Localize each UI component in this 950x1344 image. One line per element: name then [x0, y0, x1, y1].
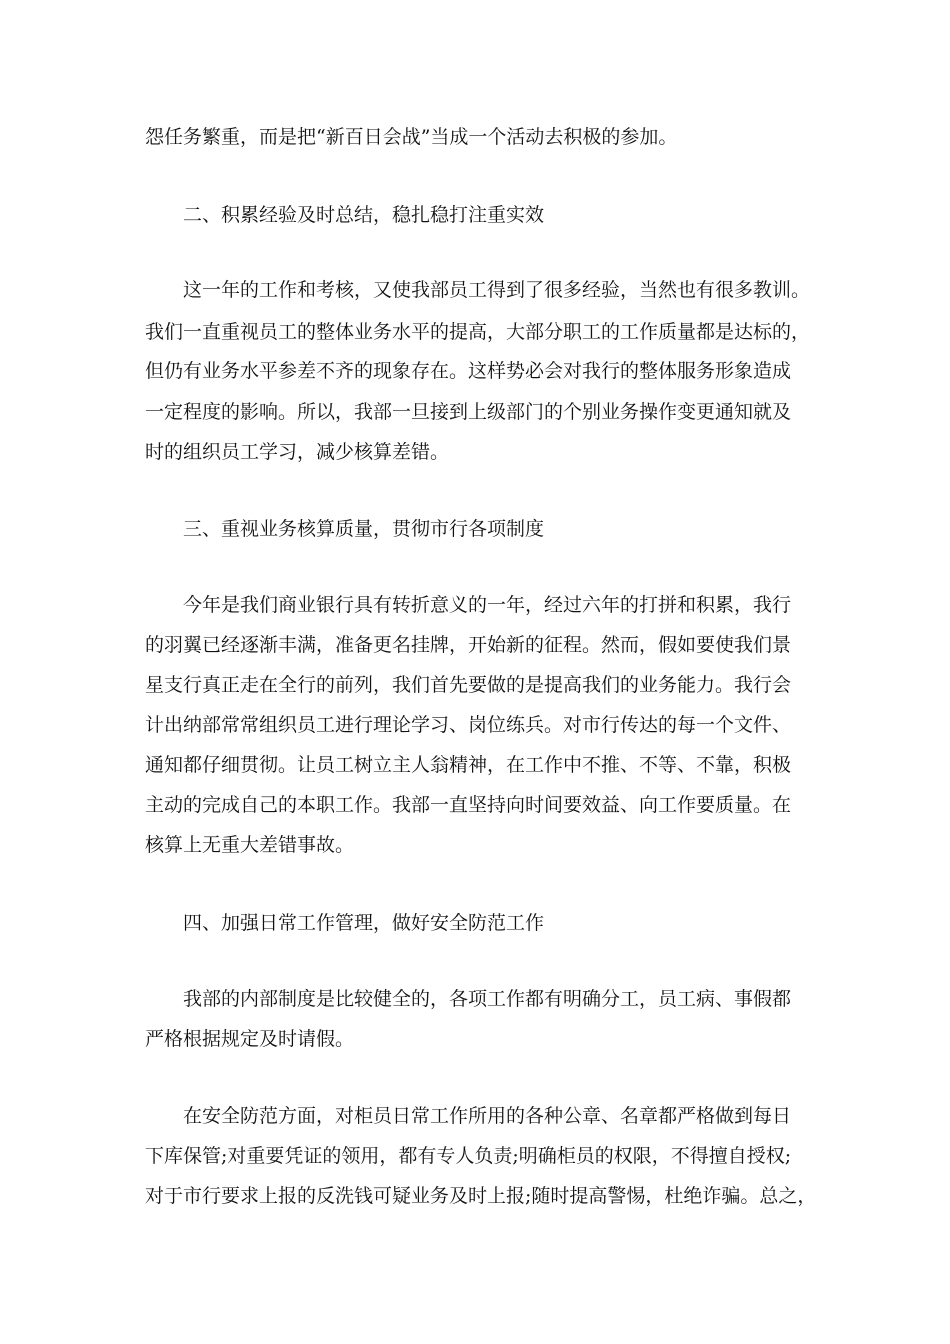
section-heading: 四、加强日常工作管理，做好安全防范工作	[183, 912, 545, 934]
body-text-line: 我部的内部制度是比较健全的，各项工作都有明确分工，员工病、事假都	[183, 988, 792, 1010]
body-text-line: 我们一直重视员工的整体业务水平的提高，大部分职工的工作质量都是达标的，	[145, 321, 811, 343]
body-text-line: 严格根据规定及时请假。	[145, 1028, 355, 1050]
body-text-line: 这一年的工作和考核，又使我部员工得到了很多经验，当然也有很多教训。	[183, 279, 811, 301]
section-heading: 二、积累经验及时总结，稳扎稳打注重实效	[183, 204, 545, 226]
section-heading: 三、重视业务核算质量，贯彻市行各项制度	[183, 518, 545, 540]
body-text-line: 下库保管;对重要凭证的领用，都有专人负责;明确柜员的权限，不得擅自授权;	[145, 1145, 792, 1167]
body-text-line: 一定程度的影响。所以，我部一旦接到上级部门的个别业务操作变更通知就及	[145, 401, 792, 423]
body-text-line: 计出纳部常常组织员工进行理论学习、岗位练兵。对市行传达的每一个文件、	[145, 714, 792, 736]
body-text-line: 主动的完成自己的本职工作。我部一直坚持向时间要效益、向工作要质量。在	[145, 794, 792, 816]
body-text-line: 核算上无重大差错事故。	[145, 834, 355, 856]
body-text-line: 怨任务繁重，而是把“新百日会战”当成一个活动去积极的参加。	[145, 126, 678, 148]
body-text-line: 对于市行要求上报的反洗钱可疑业务及时上报;随时提高警惕，杜绝诈骗。总之，	[145, 1185, 817, 1207]
body-text-line: 通知都仔细贯彻。让员工树立主人翁精神，在工作中不推、不等、不靠，积极	[145, 754, 792, 776]
body-text-line: 但仍有业务水平参差不齐的现象存在。这样势必会对我行的整体服务形象造成	[145, 360, 792, 382]
body-text-line: 的羽翼已经逐渐丰满，准备更名挂牌，开始新的征程。然而，假如要使我们景	[145, 634, 792, 656]
body-text-line: 时的组织员工学习，减少核算差错。	[145, 441, 450, 463]
body-text-line: 今年是我们商业银行具有转折意义的一年，经过六年的打拼和积累，我行	[183, 594, 792, 616]
body-text-line: 星支行真正走在全行的前列，我们首先要做的是提高我们的业务能力。我行会	[145, 674, 792, 696]
body-text-line: 在安全防范方面，对柜员日常工作所用的各种公章、名章都严格做到每日	[183, 1105, 792, 1127]
